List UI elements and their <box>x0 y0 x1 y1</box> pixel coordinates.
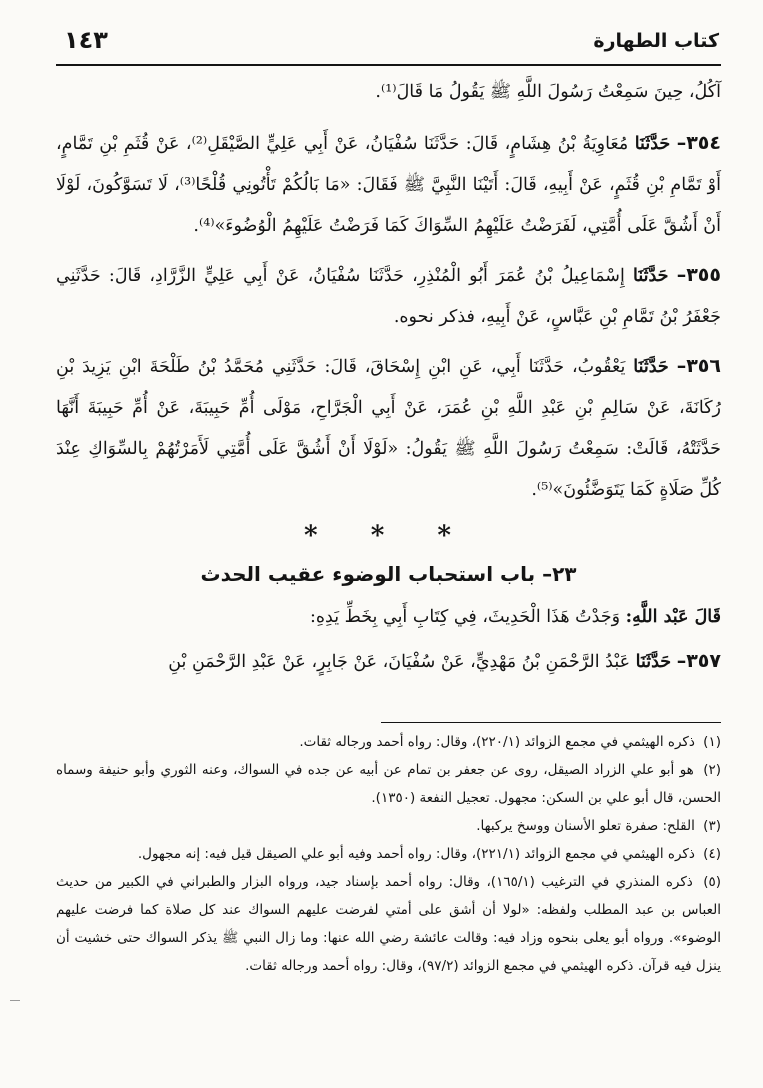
footnote <box>56 728 721 756</box>
footnote-number: (١) <box>703 734 721 750</box>
hadith-text: إِسْمَاعِيلُ بْنُ عُمَرَ أَبُو الْمُنْذِرِ، حَدَّثَنَا سُفْيَانُ، عَنْ أَبِي عَلِيٍّ الزَّرَّادِ، قَالَ: حَدَّثَنِي جَعْفَرُ بْنُ تَمَّامِ بْنِ عَبَّاسٍ، عَنْ أَبِيهِ، فذكر نحوه. <box>56 266 721 327</box>
hadith-opener: حَدَّثَنَا <box>633 266 669 286</box>
hadith-354 <box>56 123 721 247</box>
page-number: ١٤٣ <box>64 26 108 54</box>
section-separator: * * * <box>304 521 473 551</box>
hadith-text: يَعْقُوبُ، حَدَّثَنَا أَبِي، عَنِ ابْنِ إِسْحَاقَ، قَالَ: حَدَّثَنِي مُحَمَّدُ بْنُ طَلْحَةَ ابْنِ يَزِيدَ بْنِ رُكَانَةَ، عَنْ سَالِمِ بْنِ عَبْدِ اللَّهِ بْنِ عُمَرَ، عَنْ أَبِي الْجَرَّاحِ، مَوْلَى أُمِّ حَبِيبَةَ، عَنْ أُمِّ حَبِيبَةَ أَنَّهَا حَدَّثَتْهُ، قَالَتْ: سَمِعْتُ رَسُولَ اللَّهِ ﷺ يَقُولُ: «لَوْلَا أَنْ أَشُقَّ عَلَى أُمَّتِي لَأَمَرْتُهُمْ بِالسِّوَاكِ عِنْدَ كُلِّ صَلَاةٍ كَمَا يَتَوَضَّئُونَ»⁽⁵⁾. <box>56 357 721 500</box>
footnote-text: هو أبو علي الزراد الصيقل، روى عن جعفر بن تمام عن أبيه عن جده في السواك، وعنه الثوري وأبو حنيفة وسماه الحسن، قال أبو علي بن السكن: مجهول. تعجيل النفعة (١٣٥٠). <box>56 762 721 806</box>
note-attribution: قَالَ عَبْد اللَّهِ: <box>625 607 721 627</box>
footnote <box>56 840 721 868</box>
hadith-number: ٣٥٧– <box>676 650 721 672</box>
footnote-number: (٤) <box>703 846 721 862</box>
book-page <box>56 22 721 1072</box>
hadith-opener: حَدَّثَنَا <box>634 134 671 154</box>
footnote <box>56 812 721 840</box>
footnote-number: (٣) <box>703 818 721 834</box>
hadith-opener: حَدَّثَنَا <box>633 357 669 377</box>
hadith-355 <box>56 255 721 338</box>
continued-line: آكُلُ، حِينَ سَمِعْتُ رَسُولَ اللَّهِ ﷺ يَقُولُ مَا قَالَ⁽¹⁾. <box>375 82 721 102</box>
footnote-number: (٥) <box>703 874 722 890</box>
footnote <box>56 756 721 812</box>
footnotes <box>56 728 721 980</box>
footnote-text: ذكره الهيثمي في مجمع الزوائد (٢٢١/١)، وقال: رواه أحمد وفيه أبو علي الصيقل قيل فيه: إنه مجهول. <box>137 846 695 862</box>
footnote-divider <box>381 722 721 723</box>
editor-note <box>56 597 721 637</box>
note-text: وَجَدْتُ هَذَا الْحَدِيثَ، فِي كِتَابِ أَبِي بِخَطِّ يَدِهِ: <box>309 607 621 627</box>
hadith-opener: حَدَّثَنَا <box>635 652 672 672</box>
hadith-356 <box>56 346 721 511</box>
running-header <box>56 22 721 66</box>
margin-mark <box>10 1000 20 1001</box>
footnote-number: (٢) <box>703 762 722 778</box>
hadith-number: ٣٥٥– <box>676 264 721 286</box>
hadith-text: عَبْدُ الرَّحْمَنِ بْنُ مَهْدِيٍّ، عَنْ سُفْيَانَ، عَنْ جَابِرٍ، عَنْ عَبْدِ الرَّحْمَنِ بْنِ <box>168 652 631 672</box>
footnote-text: ذكره المنذري في الترغيب (١٦٥/١)، وقال: رواه أحمد بإسناد جيد، ورواه البزار والطبراني في الكبير من حديث العباس بن عبد المطلب ولفظه: «لولا أن أشق على أمتي لفرضت عليهم السواك عند كل صلاة كما فرضت عليهم الوضوء». ورواه أبو يعلى بنحوه وزاد فيه: وقالت عائشة رضي الله عنها: وما زال النبي ﷺ يذكر السواك حتى خشيت أن ينزل فيه قرآن. ذكره الهيثمي في مجمع الزوائد (٩٧/٢)، وقال: رواه أحمد ورجاله ثقات. <box>56 874 721 974</box>
footnote-text: القلح: صفرة تعلو الأسنان ووسخ يركبها. <box>476 818 695 834</box>
hadith-text: مُعَاوِيَةُ بْنُ هِشَامٍ، قَالَ: حَدَّثَنَا سُفْيَانُ، عَنْ أَبِي عَلِيٍّ الصَّيْقَلِ⁽²⁾، عَنْ قُثَمِ بْنِ تَمَّامٍ، أَوْ تَمَّامِ بْنِ قُثَمٍ، عَنْ أَبِيهِ، قَالَ: أَتَيْنَا النَّبِيَّ ﷺ فَقَالَ: «مَا بَالُكُمْ تَأْتُونِي قُلْحًا⁽³⁾، لَا تَسَوَّكُونَ، لَوْلَا أَنْ أَشُقَّ عَلَى أُمَّتِي، لَفَرَضْتُ عَلَيْهِمُ السِّوَاكَ كَمَا فَرَضْتُ عَلَيْهِمُ الْوُضُوءَ»⁽⁴⁾. <box>56 134 721 236</box>
footnote <box>56 868 721 980</box>
hadith-number: ٣٥٤– <box>676 132 721 154</box>
hadith-357 <box>56 641 721 683</box>
book-title: كتاب الطهارة <box>593 30 719 52</box>
hadith-number: ٣٥٦– <box>676 355 721 377</box>
footnote-text: ذكره الهيثمي في مجمع الزوائد (٢٢٠/١)، وقال: رواه أحمد ورجاله ثقات. <box>299 734 695 750</box>
main-text <box>56 72 721 691</box>
chapter-title: ٢٣– باب استحباب الوضوء عقيب الحدث <box>200 562 577 586</box>
